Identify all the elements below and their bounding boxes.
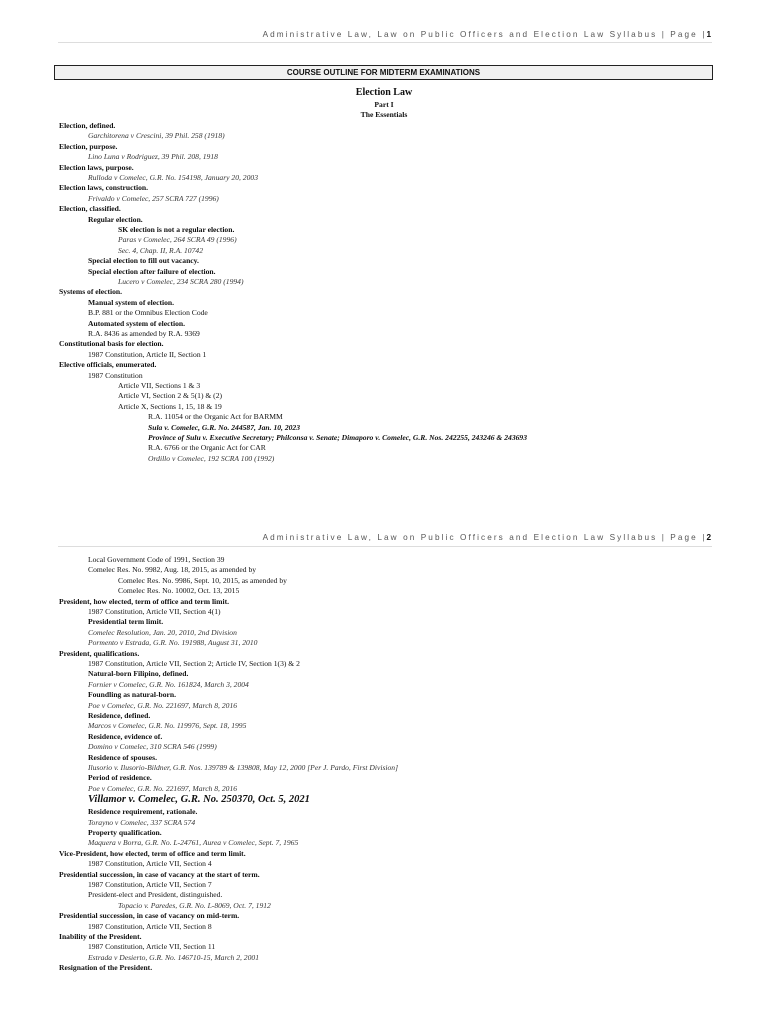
outline-line: Inability of the President. (59, 932, 142, 941)
outline-line: Election laws, purpose. (59, 162, 134, 172)
outline-line: Elective officials, enumerated. (59, 360, 157, 370)
outline-line: Property qualification. (88, 828, 162, 837)
outline-line: Estrada v Desierto, G.R. No. 146710-15, March 2, 2001 (88, 952, 259, 962)
outline-line: President, qualifications. (59, 648, 140, 658)
subject-title: Election Law (355, 87, 413, 98)
outline-line: R.A. 6766 or the Organic Act for CAR (148, 443, 266, 453)
outline-line: Paras v Comelec, 264 SCRA 49 (1996) (118, 235, 237, 245)
part-title: The Essentials (360, 110, 408, 119)
outline-line: Foundling as natural-born. (88, 690, 176, 700)
outline-line: Election, classified. (59, 204, 121, 214)
outline-line: 1987 Constitution, Article VII, Section 4 (88, 859, 212, 869)
header-text: Administrative Law, Law on Public Officers and Election Law Syllabus | Page | (262, 30, 707, 39)
outline-line: Comelec Resolution, Jan. 20, 2010, 2nd Division (88, 627, 237, 637)
page-number: 2 (706, 533, 712, 542)
outline-line: Fornier v Comelec, G.R. No. 161824, March 3, 2004 (88, 679, 249, 689)
outline-line: 1987 Constitution, Article VII, Section 7 (88, 880, 212, 889)
header-divider (58, 42, 712, 43)
outline-line: Article VII, Sections 1 & 3 (118, 381, 201, 390)
outline-line: B.P. 881 or the Omnibus Election Code (88, 308, 208, 318)
outline-line: Automated system of election. (88, 318, 186, 328)
outline-line: Election laws, construction. (59, 183, 149, 193)
outline-line: Special election after failure of election. (88, 266, 216, 276)
outline-line: Maquera v Borra, G.R. No. L-24761, Aurea v Comelec, Sept. 7, 1965 (88, 838, 299, 848)
outline-line: Residence, defined. (88, 711, 151, 720)
part-label: Part I (374, 100, 394, 109)
outline-line: 1987 Constitution, Article II, Section 1 (88, 349, 207, 359)
outline-line: Lucero v Comelec, 234 SCRA 280 (1994) (118, 277, 244, 286)
outline-line: Topacio v. Paredes, G.R. No. L-8069, Oct. 7, 1912 (118, 900, 271, 910)
outline-line: SK election is not a regular election. (118, 225, 235, 234)
outline-line: Period of residence. (88, 773, 152, 783)
outline-line: Ilusorio v. Ilusorio-Bildner, G.R. Nos. 139789 & 139808, May 12, 2000 [Per J. Pardo, First Division] (88, 763, 399, 772)
outline-line: Sula v. Comelec, G.R. No. 244587, Jan. 10, 2023 (148, 422, 301, 432)
header-text: Administrative Law, Law on Public Officers and Election Law Syllabus | Page | (262, 533, 707, 542)
outline-line: 1987 Constitution, Article VII, Section 11 (88, 942, 216, 952)
outline-line: 1987 Constitution (88, 370, 143, 380)
page-number: 1 (706, 30, 712, 39)
outline-line: Presidential succession, in case of vacancy on mid-term. (59, 911, 240, 921)
outline-line: Special election to fill out vacancy. (88, 256, 199, 266)
outline-line: Lino Luna v Rodriguez, 39 Phil. 208, 1918 (88, 152, 218, 162)
outline-line: President, how elected, term of office and term limit. (59, 596, 230, 606)
outline-line: Article X, Sections 1, 15, 18 & 19 (118, 401, 222, 411)
outline-line: Frivaldo v Comelec, 257 SCRA 727 (1996) (88, 193, 219, 203)
outline-line: Domino v Comelec, 310 SCRA 546 (1999) (88, 742, 217, 752)
outline-line: Comelec Res. No. 9982, Aug. 18, 2015, as amended by (88, 565, 257, 575)
outline-line: Marcos v Comelec, G.R. No. 119976, Sept. 18, 1995 (88, 721, 247, 731)
outline-line: Election, purpose. (59, 141, 118, 151)
outline-line: Poe v Comelec, G.R. No. 221697, March 8, 2016 (88, 700, 238, 710)
outline-line: Residence of spouses. (88, 752, 157, 762)
outline-line: Poe v Comelec, G.R. No. 221697, March 8, 2016 (88, 783, 238, 793)
outline-line: Constitutional basis for election. (59, 339, 164, 349)
outline-line: Regular election. (88, 214, 143, 224)
outline-line: Manual system of election. (88, 297, 175, 307)
outline-line: Residence requirement, rationale. (88, 807, 198, 817)
outline-line: R.A. 8436 as amended by R.A. 9369 (88, 329, 200, 338)
outline-line: Sec. 4, Chap. II, R.A. 10742 (118, 245, 203, 255)
outline-line: Comelec Res. No. 9986, Sept. 10, 2015, as amended by (118, 575, 287, 585)
outline-line: President-elect and President, distinguished. (88, 890, 223, 900)
outline-line: Ordillo v Comelec, 192 SCRA 100 (1992) (148, 453, 275, 463)
outline-line: Local Government Code of 1991, Section 39 (88, 555, 225, 564)
outline-line: Residence, evidence of. (88, 731, 163, 741)
outline-line: Garchitorena v Crescini, 39 Phil. 258 (1918) (88, 131, 225, 141)
outline-line: Article VI, Section 2 & 5(1) & (2) (118, 391, 223, 401)
outline-line: Presidential succession, in case of vacancy at the start of term. (59, 869, 260, 879)
outline-line: 1987 Constitution, Article VII, Section 8 (88, 921, 212, 931)
outline-title: COURSE OUTLINE FOR MIDTERM EXAMINATIONS (54, 65, 713, 80)
outline-line: R.A. 11054 or the Organic Act for BARMM (148, 412, 283, 422)
outline-line: Rulloda v Comelec, G.R. No. 154198, January 20, 2003 (88, 173, 258, 182)
page-header-2 (58, 533, 712, 547)
outline-line: Torayno v Comelec, 337 SCRA 574 (88, 817, 196, 827)
outline-line: Resignation of the President. (59, 963, 153, 973)
outline-line: Vice-President, how elected, term of office and term limit. (59, 848, 246, 858)
outline-line: Pormento v Estrada, G.R. No. 191988, August 31, 2010 (88, 638, 258, 648)
outline-line: 1987 Constitution, Article VII, Section 4(1) (88, 607, 221, 616)
outline-line: Election, defined. (59, 121, 116, 130)
outline-line: Comelec Res. No. 10002, Oct. 13, 2015 (118, 586, 240, 596)
outline-line: Systems of election. (59, 287, 123, 297)
outline-line: Presidential term limit. (88, 617, 164, 627)
outline-line: Natural-born Filipino, defined. (88, 669, 189, 679)
outline-line: Villamor v. Comelec, G.R. No. 250370, Oct. 5, 2021 (88, 794, 310, 806)
outline-line: 1987 Constitution, Article VII, Section 2; Article IV, Section 1(3) & 2 (88, 659, 300, 668)
header-divider (58, 546, 712, 547)
outline-line: Province of Sulu v. Executive Secretary; Philconsa v. Senate; Dimaporo v. Comelec, G.R. Nos. 242255, 243246 & 243693 (148, 433, 528, 442)
